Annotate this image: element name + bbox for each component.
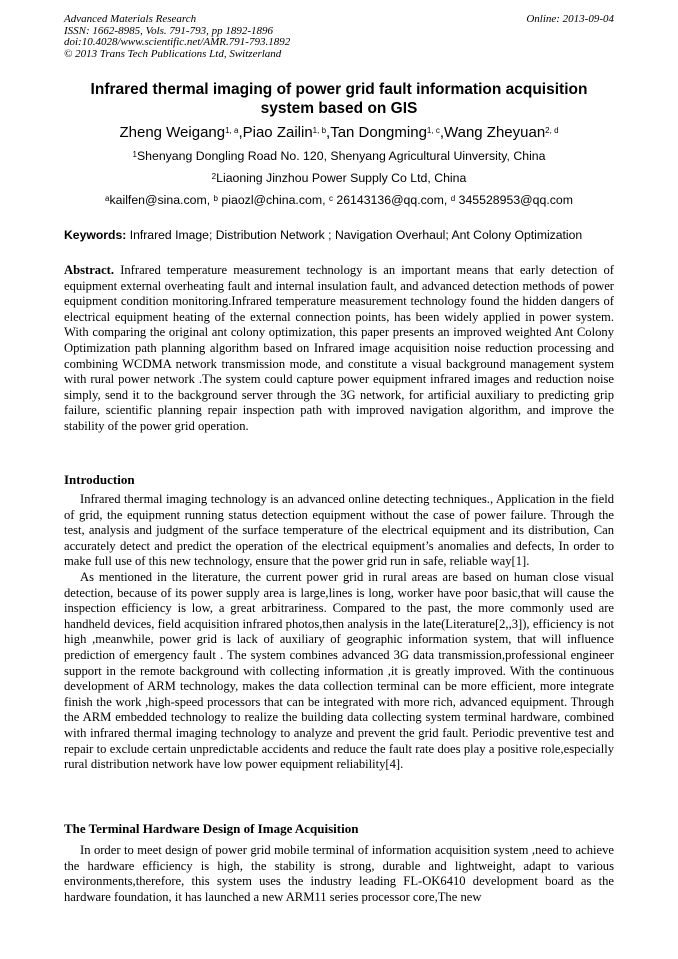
copyright-line: © 2013 Trans Tech Publications Ltd, Switzerland [64, 47, 282, 60]
section-heading-introduction: Introduction [64, 472, 135, 487]
paragraph: As mentioned in the literature, the current power grid in rural areas are based on human close visual detection, because of its power supply area is large,lines is long, worker have poor basic,that will cause the inspection efficiency is low, a great arbitrariness. Compared to the past, the more commonly used are handheld devices, field acquisition infrared photos,then analysis in the late(Literature[2,,3]), efficiency is not high ,meanwhile, power grid is lack of auxiliary of geographic information system, that will influence prediction of emergency fault . The system combines advanced 3G data transmission,professional engineer support in the remote background with collecting information ,it is greatly improved. With the continuous development of ARM technology, makes the data collection terminal can be more efficient, more integrate finish the work ,high-speed processors that can be integrated with more rich, advanced equipment. Through the ARM embedded technology to realize the building data collecting system terminal hardware, combined with infrared thermal imaging technology to analyze and prevent the grid fault. Periodic preventive test and repair to exclude certain unpredictable accidents and reduce the fault rate does play a positive role,especially rural distribution network have low power equipment reliability[4]. [64, 569, 614, 772]
email-address[interactable]: 345528953@qq.com [458, 193, 573, 207]
issn-line: ISSN: 1662-8985, Vols. 791-793, pp 1892-1896 [64, 24, 273, 37]
email-sup: c [328, 194, 333, 203]
affiliation-sup: 2 [211, 172, 217, 181]
email-address[interactable]: 26143136@qq.com [336, 193, 444, 207]
keywords-text: Infrared Image; Distribution Network ; Navigation Overhaul; Ant Colony Optimization [129, 228, 583, 242]
author-sup: 1, a [225, 126, 239, 135]
affiliation-text: Shenyang Dongling Road No. 120, Shenyang Agricultural Uinversity, China [136, 149, 546, 163]
email-address[interactable]: kailfen@sina.com [109, 193, 207, 207]
author-sup: 1, b [312, 126, 327, 135]
email-sup: d [450, 194, 456, 203]
online-date: Online: 2013-09-04 [526, 13, 614, 25]
author-sup: 1, c [426, 126, 440, 135]
affiliation-text: Liaoning Jinzhou Power Supply Co Ltd, China [216, 171, 467, 185]
hardware-body [64, 843, 614, 905]
author-name: Tan Dongming [330, 124, 427, 141]
paper-title: Infrared thermal imaging of power grid fault information acquisition system based on GIS [90, 81, 588, 117]
abstract [64, 263, 614, 435]
abstract-text: Infrared temperature measurement technology is an important means that early detection of equipment external overheating fault and internal insulation fault, and advanced detection methods of power equipment condition monitoring.Infrared temperature measurement technology found the hidden dangers of electrical equipment heating of the external connection points, has been widely applied in power system. With comparing the original ant colony optimization, this paper presents an improved weighted Ant Colony Optimization path planning algorithm based on Infrared image acquisition noise reduction processing and combining WCDMA network transmission mode, and constitute a visual background management system with rural power network .The system could capture power equipment infrared images and reduction noise simply, send it to the background server through the 3G network, for artificial auxiliary to predicting grip failure, scientific planning repair inspection path with improved navigation algorithm, and improve the stability of the power grid operation. [64, 263, 614, 433]
affiliation-1 [64, 149, 614, 164]
journal-header [64, 14, 290, 60]
paragraph: Infrared thermal imaging technology is an advanced online detecting techniques., Application in the field of grid, the equipment running status detection equipment without the case of power failure. Through the test, analysis and judgment of the surface temperature of the electrical equipment and its distribution, Can accurately detect and predict the operation of the electrical equipment’s anomalies and defects, In order to make full use of this new technology, ensure that the power grid run in safe, reliable way[1]. [64, 492, 614, 569]
author-list: Zheng Weigang$^{1, a}$,Piao Zailin$^{1, b}$,Tan Dongming$^{1, c}$,Wang Zheyuan$^{2, d}$ [119, 124, 559, 141]
paragraph: In order to meet design of power grid mobile terminal of information acquisition system ,need to achieve the hardware efficiency is high, the stability is strong, durable and lightweight, adapt to various environments,therefore, this system uses the industry leading FL-OK6410 development board as the hardware foundation, it has launched a new ARM11 series processor core,The new [64, 843, 614, 904]
author-name: Zheng Weigang [119, 124, 226, 141]
email-sup: b [213, 194, 218, 203]
email-sup: a [105, 194, 110, 203]
email-address[interactable]: piaozl@china.com [221, 193, 323, 207]
author-name: Wang Zheyuan [444, 124, 546, 141]
email-list: $^a$kailfen@sina.com, $^b$ piaozl@china.com, $^c$ 26143136@qq.com, $^d$ 345528953@qq.com [105, 193, 573, 207]
keywords-label: Keywords: [64, 228, 127, 242]
journal-name: Advanced Materials Research [64, 13, 197, 25]
author-name: Piao Zailin [242, 124, 313, 141]
abstract-label: Abstract. [64, 263, 115, 277]
introduction-body [64, 492, 614, 773]
author-sup: 2, d [545, 126, 559, 135]
affiliation-2 [64, 171, 614, 186]
affiliation-sup: 1 [132, 150, 137, 159]
section-heading-hardware: The Terminal Hardware Design of Image Acquisition [64, 821, 359, 836]
doi-line: doi:10.4028/www.scientific.net/AMR.791-793.1892 [64, 36, 291, 48]
keywords [64, 228, 614, 243]
